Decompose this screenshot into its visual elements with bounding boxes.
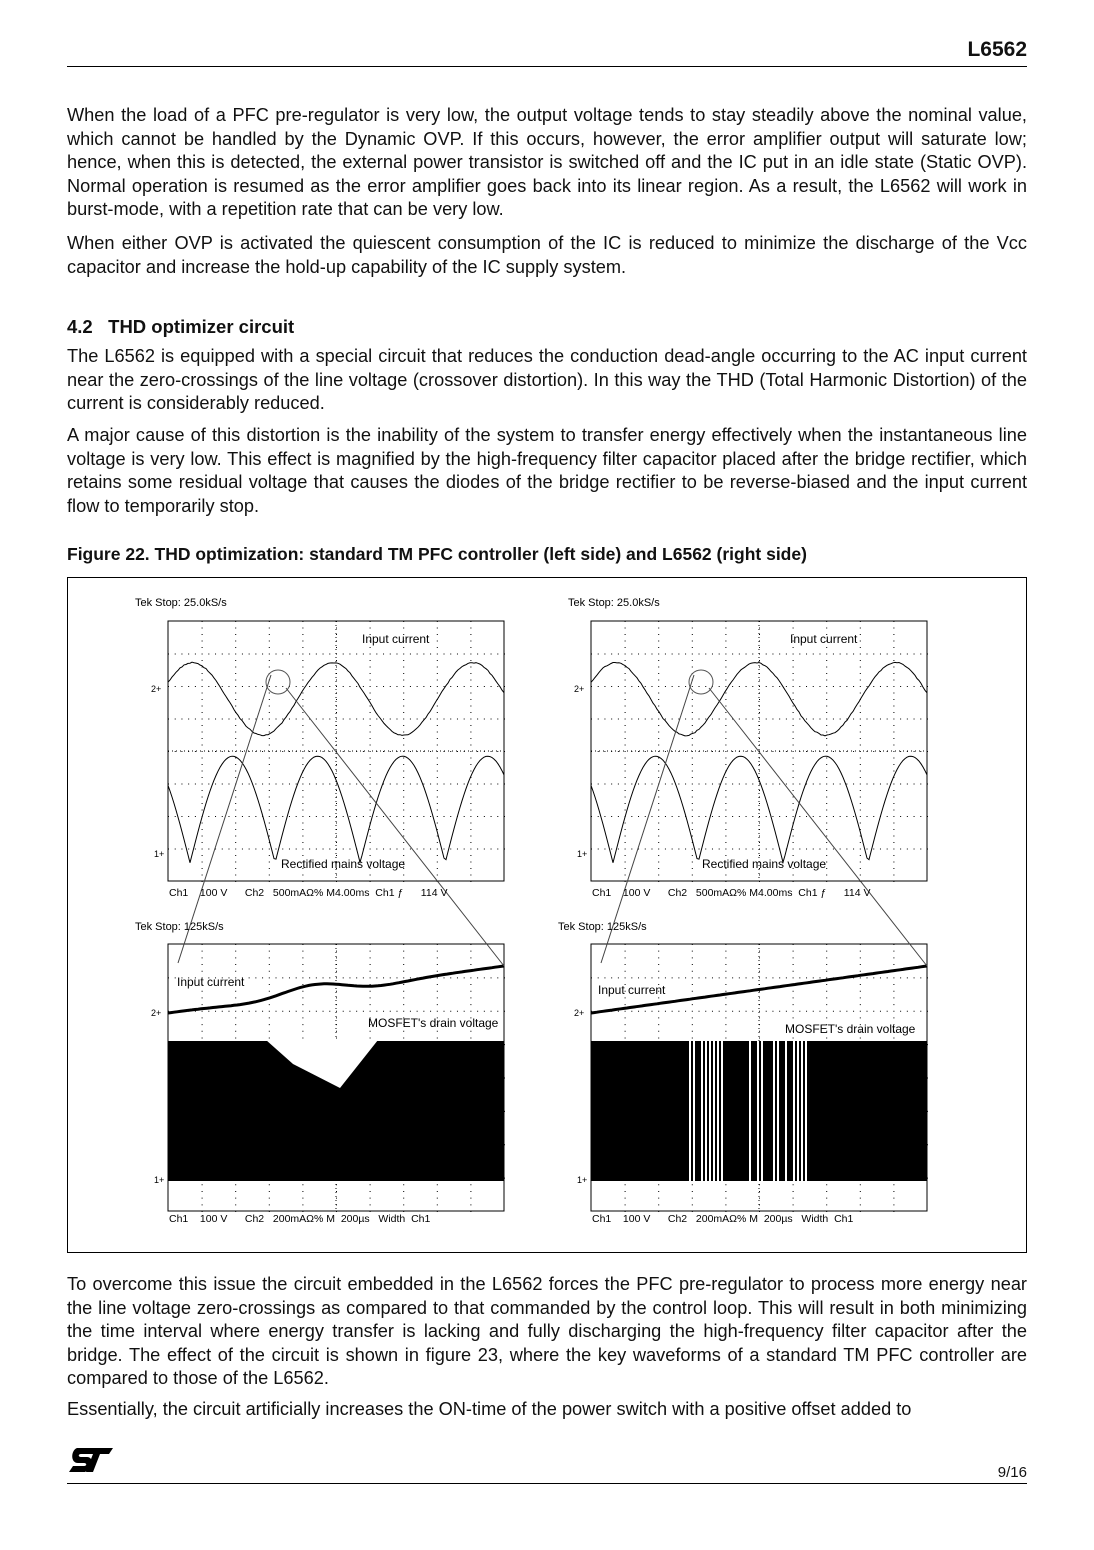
- figure-caption: Figure 22. THD optimization: standard TM PFC controller (left side) and L6562 (right side): [67, 544, 807, 564]
- page-number: 9/16: [997, 1464, 1027, 1481]
- scope-header: Tek Stop: 125kS/s: [558, 921, 647, 933]
- scope-header: Tek Stop: 25.0kS/s: [568, 597, 660, 609]
- ch2-marker: 2+: [574, 684, 585, 694]
- zoom-line: [601, 675, 694, 963]
- input-current-trace: [168, 966, 504, 1013]
- paragraph: A major cause of this distortion is the inability of the system to transfer energy effectively when the instantaneous line voltage is very low. This effect is magnified by the high-frequency filter capacitor placed after the bridge rectifier, which retains some residual voltage that causes the diodes of the bridge rectifier to be reverse-biased and the input current flow to temporarily stop.: [67, 425, 1027, 516]
- zoom-line: [286, 688, 504, 966]
- scope-footer: Ch1 100 V Ch2 200mAΩ% M 200µs Width Ch1: [169, 1213, 431, 1225]
- scope-header: Tek Stop: 125kS/s: [135, 921, 224, 933]
- waveform-label: MOSFET's drain voltage: [368, 1016, 499, 1030]
- scope-header: Tek Stop: 25.0kS/s: [135, 597, 227, 609]
- zoom-circle: [689, 670, 713, 694]
- figure-22: [67, 577, 1027, 1253]
- zoom-line: [178, 675, 271, 963]
- paragraph: Essentially, the circuit artificially increases the ON-time of the power switch with a positive offset added to: [67, 1399, 912, 1419]
- paragraph: The L6562 is equipped with a special circuit that reduces the conduction dead-angle occurring to the AC input current near the zero-crossings of the line voltage (crossover distortion). In this way the THD (Total Harmonic Distortion) of the current is considerably reduced.: [67, 346, 1027, 414]
- section-heading: [67, 316, 294, 338]
- scope-footer: Ch1 100 V Ch2 200mAΩ% M 200µs Width Ch1: [592, 1213, 854, 1225]
- st-logo: [67, 1446, 115, 1474]
- waveform-label: Input current: [598, 983, 666, 997]
- ch2-marker: 2+: [574, 1008, 585, 1018]
- ch1-marker: 1+: [577, 1175, 588, 1185]
- zoom-line: [709, 688, 927, 966]
- section-number: 4.2: [67, 316, 93, 337]
- waveform-label: Rectified mains voltage: [702, 857, 827, 871]
- ch1-marker: 1+: [154, 1175, 165, 1185]
- doc-title: L6562: [967, 38, 1027, 61]
- paragraph: To overcome this issue the circuit embedded in the L6562 forces the PFC pre-regulator to process more energy near the line voltage zero-crossings as compared to that commanded by the control loop. This will result in both minimizing the time interval where energy transfer is lacking and fully discharging the high-frequency filter capacitor after the bridge. The effect of the circuit is shown in figure 23, where the key waveforms of a standard TM PFC controller are compared to those of the L6562.: [67, 1274, 1027, 1389]
- paragraph: When the load of a PFC pre-regulator is very low, the output voltage tends to stay steadily above the nominal value, which cannot be handled by the Dynamic OVP. If this occurs, however, the error amplifier output will saturate low; hence, when this is detected, the external power transistor is switched off and the IC put in an idle state (Static OVP). Normal operation is resumed as the error amplifier goes back into its linear region. As a result, the L6562 will work in burst-mode, with a repetition rate that can be very low.: [67, 105, 1027, 220]
- zoom-circle: [266, 670, 290, 694]
- ch1-marker: 1+: [577, 849, 588, 859]
- waveform-label: Rectified mains voltage: [281, 857, 406, 871]
- waveform-label: Input current: [790, 632, 858, 646]
- footer-rule: [67, 1483, 1027, 1484]
- waveform-label: Input current: [362, 632, 430, 646]
- ch2-marker: 2+: [151, 1008, 162, 1018]
- header-rule: [67, 66, 1027, 67]
- scope-footer: Ch1 100 V Ch2 500mAΩ% M4.00ms Ch1 ƒ 114 V: [592, 887, 871, 899]
- ch1-marker: 1+: [154, 849, 165, 859]
- section-title: THD optimizer circuit: [108, 316, 295, 337]
- ch2-marker: 2+: [151, 684, 162, 694]
- paragraph: When either OVP is activated the quiescent consumption of the IC is reduced to minimize the discharge of the Vcc capacitor and increase the hold-up capability of the IC supply system.: [67, 233, 1027, 277]
- waveform-label: MOSFET's drain voltage: [785, 1022, 916, 1036]
- waveform-label: Input current: [177, 975, 245, 989]
- scope-footer: Ch1 100 V Ch2 500mAΩ% M4.00ms Ch1 ƒ 114 V: [169, 887, 448, 899]
